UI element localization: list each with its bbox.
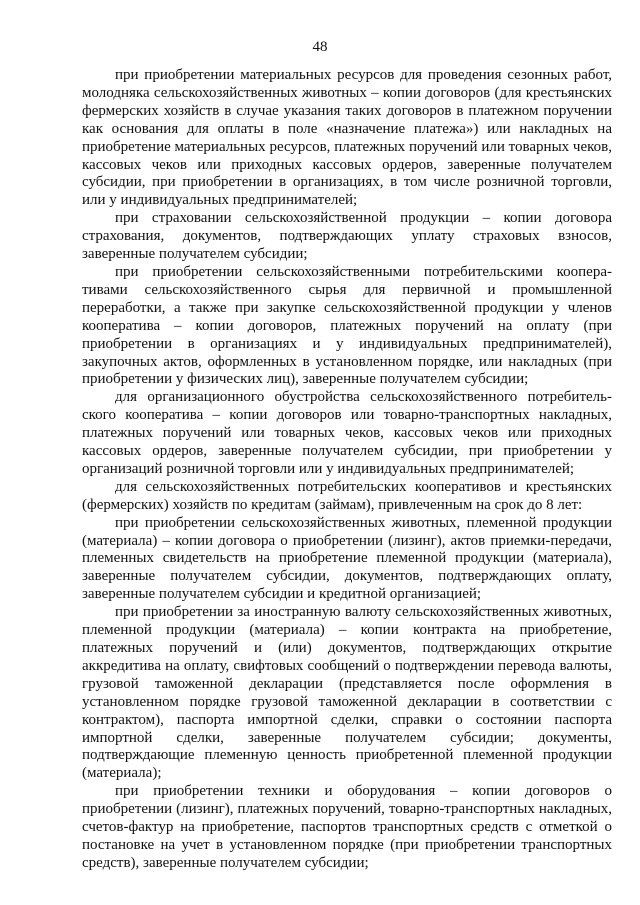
paragraph-material-resources: при приобретении материальных ресурсов для проведения сезонных работ, молодняка сельскохозяйственных животных – копии договоров (для крестьянских фермерских хозяйств в случае указания таких договоров в платежном поручении как основания для оплаты в поле «назначение платежа») или накладных на приобретение материальных ресурсов, платежных поручений или товарных чеков, кассовых чеков или приходных кассовых ордеров, заверенные получателем субсидии, при приобретении в организациях, в том числе розничной торговли, или у индивидуальных предпринимателей; (82, 67, 612, 209)
paragraph-cooperative-raw-materials: при приобретении сельскохозяйственными потребительскими кооперативами сельскохозяйственного сырья для первичной и промышленной переработки, а также при закупке сельскохозяйственной продукции у членов кооператива – копии договоров, платежных поручений на оплату (при приобретении в организациях и у индивидуальных предпринимателей), закупочных актов, оформленных в установленном порядке, или накладных (при приобретении у физических лиц), заверенные получателем субсидии; (82, 263, 612, 388)
paragraph-loans-heading: для сельскохозяйственных потребительских кооперативов и крестьянских (фермерских) хозяйств по кредитам (займам), привлеченным на срок до 8 лет: (82, 478, 612, 513)
paragraph-equipment-purchase: при приобретении техники и оборудования – копии договоров о приобретении (лизинг), платежных поручений, товарно-транспортных накладных, счетов-фактур на приобретение, паспортов транспортных средств с отметкой о постановке на учет в установленном порядке (при приобретении транспортных средств), заверенные получателем субсидии; (82, 783, 612, 871)
paragraph-insurance: при страховании сельскохозяйственной продукции – копии договора страхования, документов, подтверждающих уплату страховых взносов, заверенные получателем субсидии; (82, 210, 612, 263)
page-number: 48 (312, 39, 328, 55)
document-body (82, 67, 612, 873)
paragraph-livestock-purchase: при приобретении сельскохозяйственных животных, племенной продукции (материала) – копии договора о приобретении (лизинг), актов приемки-передачи, племенных свидетельств на приобретение племенной продукции (материала), заверенные получателем субсидии, документов, подтверждающих оплату, заверенные получателем субсидии и кредитной организацией; (82, 514, 612, 603)
paragraph-foreign-currency-purchase: при приобретении за иностранную валюту сельскохозяйственных животных, племенной продукции (материала) – копии контракта на приобретение, платежных поручений и (или) документов, подтверждающих открытие аккредитива на оплату, свифтовых сообщений о подтверждении перевода валюты, грузовой таможенной декларации (представляется после оформления в установленном порядке грузовой таможенной декларации в соответствии с контрактом), паспорта импортной сделки, справки о состоянии паспорта импортной сделки, заверенные получателем субсидии; документы, подтверждающие племенную ценность приобретенной племенной продукции (материала); (82, 604, 612, 782)
paragraph-cooperative-setup: для организационного обустройства сельскохозяйственного потребительского кооператива – копии договоров или товарно-транспортных накладных, платежных поручений или товарных чеков, кассовых чеков или приходных кассовых ордеров, заверенные получателем субсидии, при приобретении у организаций розничной торговли или у индивидуальных предпринимателей; (82, 389, 612, 477)
